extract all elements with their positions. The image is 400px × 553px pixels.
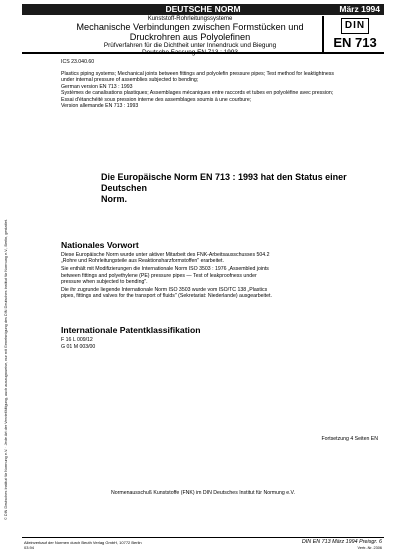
national-foreword-heading: Nationales Vorwort [61, 240, 139, 250]
foreword-p2-line-2: between fittings and polyethylene (PE) pressure pipes — Test of leakproofness under [61, 272, 257, 279]
title-block [58, 16, 322, 52]
subtitle-line-1: Prüfverfahren für die Dichtheit unter Innendruck und Biegung [103, 42, 277, 49]
issue-date: März 1994 [339, 4, 380, 14]
series-subtitle: Kunststoff-Rohrleitungssysteme [147, 16, 233, 22]
copyright-sidebar: © DIN Deutsches Institut für Normung e.V. · Jede Art der Vervielfältigung, auch auszugsweise, nur mit Genehmigung des DIN Deutsches Institut für Normung e.V., Berlin, gestattet. [4, 219, 8, 520]
national-foreword-body [61, 252, 379, 301]
status-line-2: Norm. [101, 194, 128, 204]
din-logo: DIN [341, 18, 369, 34]
ics-code: ICS 23.040.60 [61, 59, 95, 65]
french-title-line-1: Systèmes de canalisations plastiques; Assemblages mécaniques entre raccords et tubes en polyoléfine avec pression; [61, 90, 334, 97]
committee-line: Normenausschuß Kunststoffe (FNK) im DIN Deutsches Institut für Normung e.V. [111, 490, 295, 496]
english-title-line-3: German version EN 713 : 1993 [61, 83, 133, 90]
footer-rule [22, 537, 384, 538]
patent-classification-list [61, 337, 95, 352]
sales-number: Vertr.-Nr. 2306 [357, 546, 382, 550]
document-type-label: DEUTSCHE NORM [165, 4, 241, 14]
header-bar [22, 4, 384, 15]
title-line-1: Mechanische Verbindungen zwischen Formstücken und [76, 22, 304, 32]
sales-note: Alleinverkauf der Normen durch Beuth Verlag GmbH, 10772 Berlin [24, 540, 142, 545]
title-line-2: Druckrohren aus Polyolefinen [129, 31, 251, 42]
english-title-line-2: under internal pressure of assemblies subjected to bending; [61, 77, 199, 84]
foreword-p3-line-1: Die ihr zugrunde liegende Internationale Norm ISO 3503 wurde vom ISO/TC 138 „Plastics [61, 287, 268, 294]
footer-left [24, 540, 142, 550]
title-translations [61, 71, 379, 109]
patent-class-2: G 01 M 003/00 [61, 344, 96, 351]
standard-number: EN 713 [333, 35, 377, 50]
patent-class-1: F 16 L 009/12 [61, 337, 93, 343]
footer-right [290, 539, 382, 551]
foreword-p2-line-1: Sie enthält mit Modifizierungen die Internationale Norm ISO 3503 : 1976 „Assembled joints [61, 266, 269, 273]
foreword-p1-line-2: „Rohre und Rohrleitungsteile aus Reaktionsharzformstoffen" erarbeitet. [61, 258, 224, 265]
french-title-line-2: Essai d'étanchéité sous pression interne des assemblages soumis à une courbure; [61, 96, 252, 103]
foreword-p3-line-2: pipes, fittings and valves for the transport of fluids" (Sekretariat: Niederlande) ausgearbeitet. [61, 293, 272, 300]
print-code: 03.94 [24, 545, 35, 550]
status-line-1: Die Europäische Norm EN 713 : 1993 hat den Status einer Deutschen [101, 172, 347, 193]
foreword-p1-line-1: Diese Europäische Norm wurde unter aktiver Mitarbeit des FNK-Arbeitsausschusses 504.2 [61, 252, 270, 258]
foreword-paragraph-3 [61, 287, 379, 300]
header-rule [22, 52, 384, 54]
status-statement [101, 172, 361, 205]
continuation-note: Fortsetzung 4 Seiten EN [321, 436, 378, 442]
foreword-paragraph-1 [61, 252, 379, 265]
foreword-p2-line-3: pressure when subjected to bending". [61, 279, 148, 286]
french-title-line-3: Version allemande EN 713 : 1993 [61, 103, 139, 110]
header-divider [322, 16, 324, 52]
english-title-line-1: Plastics piping systems; Mechanical joints between fittings and polyolefin pressure pipes; Test method for leaktightness [61, 71, 334, 77]
footer-reference: DIN EN 713 März 1994 Preisgr. 6 [301, 539, 382, 545]
standard-id-block [326, 16, 384, 52]
foreword-paragraph-2 [61, 266, 379, 285]
patent-classification-heading: Internationale Patentklassifikation [61, 325, 201, 335]
